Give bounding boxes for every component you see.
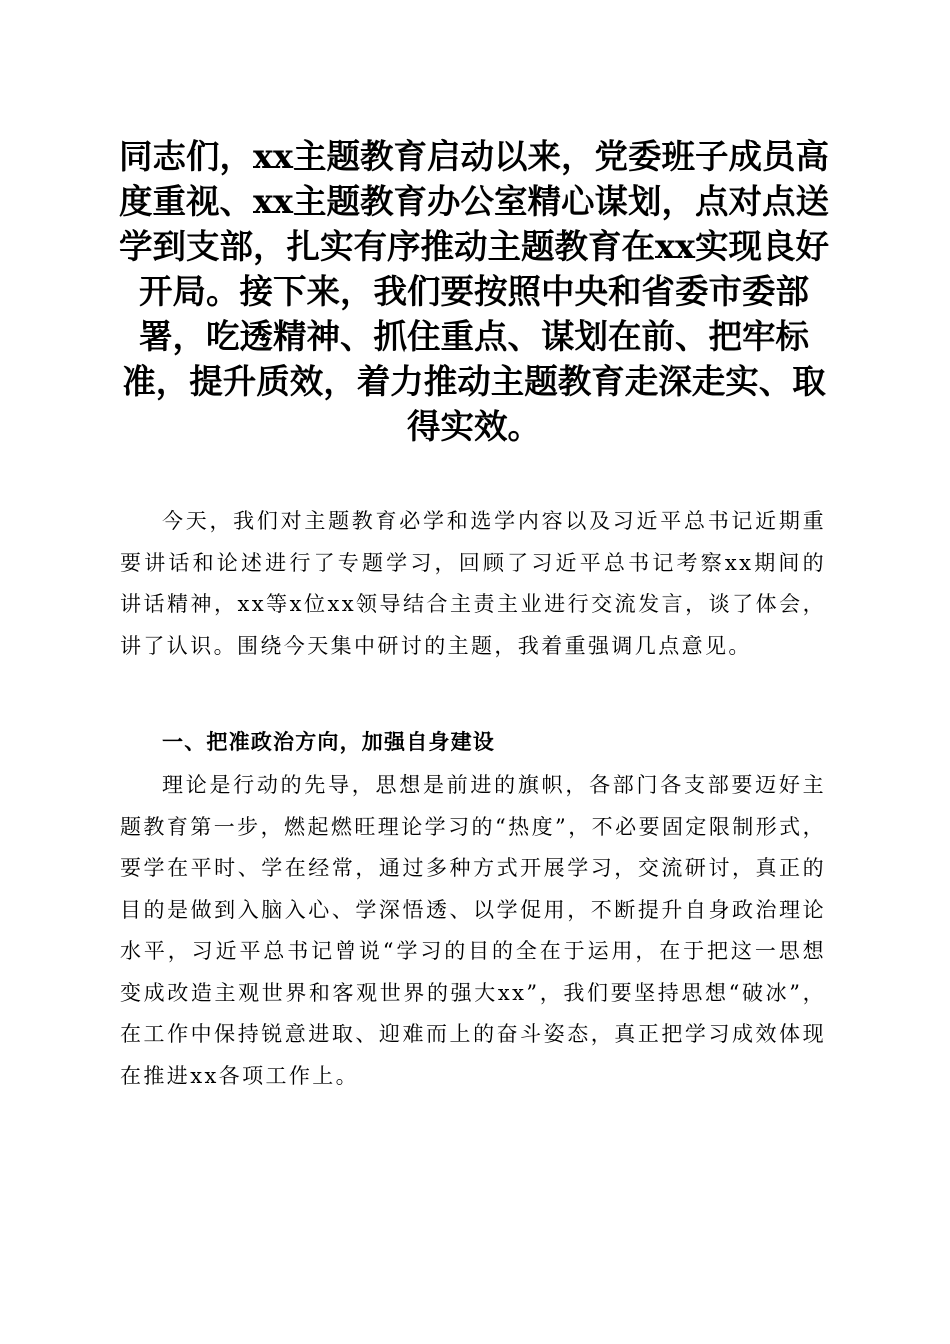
section-heading: 一、把准政治方向，加强自身建设 [162,730,495,754]
section-paragraph: 理论是行动的先导，思想是前进的旗帜，各部门各支部要迈好主题教育第一步，燃起燃旺理论学习的“热度”，不必要固定限制形式，要学在平时、学在经常，通过多种方式开展学习，交流研讨，真正的目的是做到入脑入心、学深悟透、以学促用，不断提升自身政治理论水平，习近平总书记曾说“学习的目的全在于运用，在于把这一思想变成改造主观世界和客观世界的强大xx”，我们要坚持思想“破冰”，在工作中保持锐意进取、迎难而上的奋斗姿态，真正把学习成效体现在推进xx各项工作上。 [120,773,826,1088]
document-title: 同志们，xx主题教育启动以来，党委班子成员高度重视、xx主题教育办公室精心谋划，点对点送学到支部，扎实有序推动主题教育在xx实现良好开局。接下来，我们要按照中央和省委市委部署，吃透精神、抓住重点、谋划在前、把牢标准，提升质效，着力推动主题教育走深走实、取得实效。 [119,137,829,446]
intro-paragraph: 今天，我们对主题教育必学和选学内容以及习近平总书记近期重要讲话和论述进行了专题学习，回顾了习近平总书记考察xx期间的讲话精神，xx等x位xx领导结合主责主业进行交流发言，谈了体会，讲了认识。围绕今天集中研讨的主题，我着重强调几点意见。 [120,509,826,658]
